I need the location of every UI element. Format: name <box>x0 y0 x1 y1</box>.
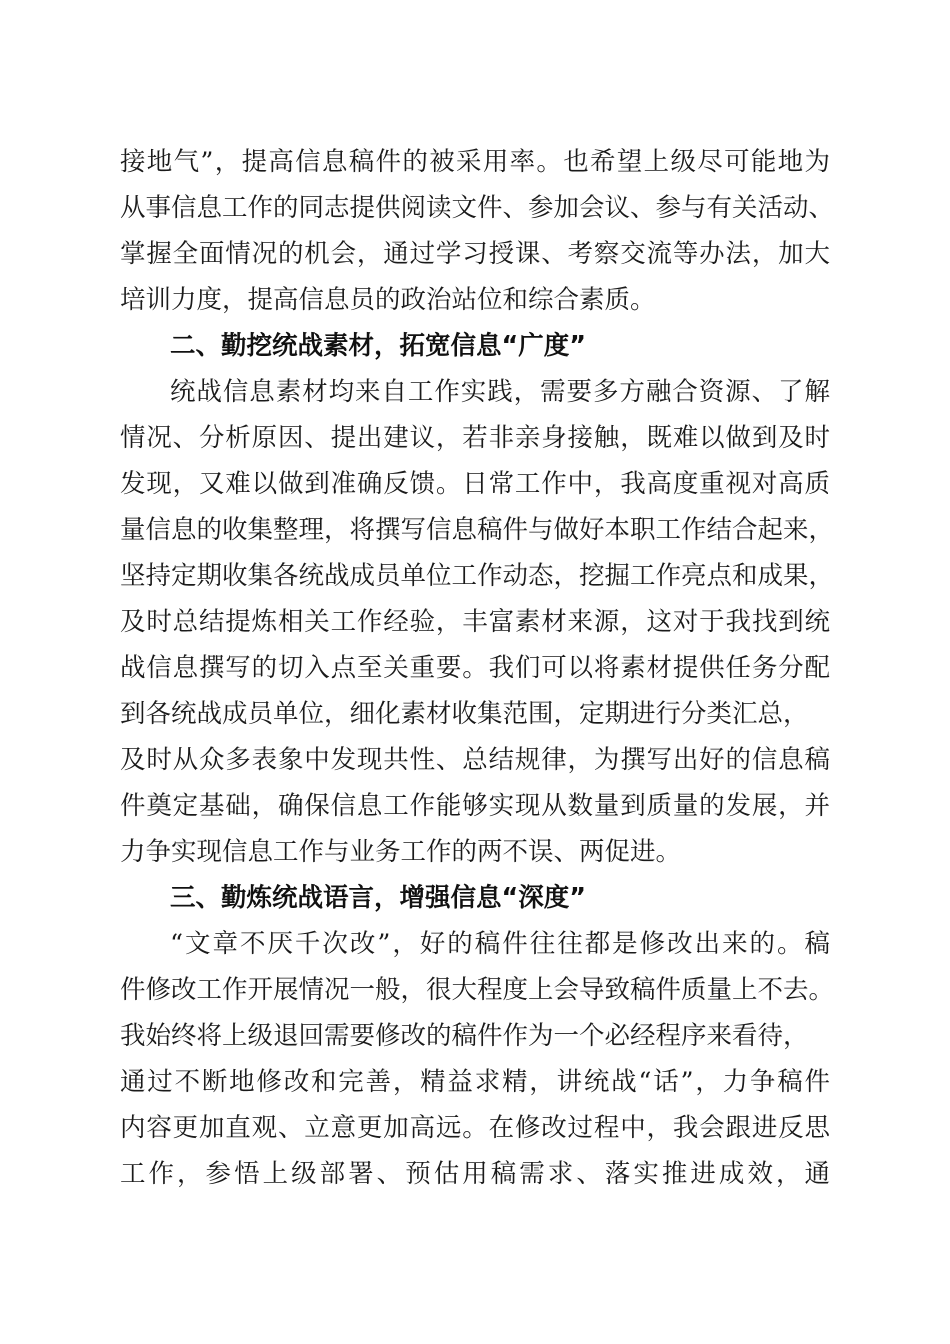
paragraph-line: 量信息的收集整理，将撰写信息稿件与做好本职工作结合起来， <box>120 515 835 545</box>
paragraph-line: 接地气”，提高信息稿件的被采用率。也希望上级尽可能地为 <box>120 147 830 177</box>
paragraph-line: 掌握全面情况的机会，通过学习授课、考察交流等办法，加大 <box>120 239 830 269</box>
paragraph-line: 到各统战成员单位，细化素材收集范围，定期进行分类汇总， <box>120 699 809 729</box>
paragraph-line: 情况、分析原因、提出建议，若非亲身接触，既难以做到及时 <box>120 423 830 453</box>
paragraph-line: 内容更加直观、立意更加高远。在修改过程中，我会跟进反思 <box>120 1113 830 1143</box>
paragraph-line: 工作，参悟上级部署、预估用稿需求、落实推进成效，通 <box>120 1159 830 1189</box>
paragraph-line: 发现，又难以做到准确反馈。日常工作中，我高度重视对高质 <box>120 469 830 499</box>
paragraph-line: 件修改工作开展情况一般，很大程度上会导致稿件质量上不去。 <box>120 975 835 1005</box>
paragraph-line: 战信息撰写的切入点至关重要。我们可以将素材提供任务分配 <box>120 653 830 683</box>
paragraph-line: 及时从众多表象中发现共性、总结规律，为撰写出好的信息稿 <box>120 745 830 775</box>
paragraph-line: “文章不厌千次改”，好的稿件往往都是修改出来的。稿 <box>170 929 830 959</box>
paragraph-line: 统战信息素材均来自工作实践，需要多方融合资源、了解 <box>170 377 830 407</box>
section-heading: 二、勤挖统战素材，拓宽信息“广度” <box>170 331 587 361</box>
section-heading: 三、勤炼统战语言，增强信息“深度” <box>170 883 587 913</box>
paragraph-line: 我始终将上级退回需要修改的稿件作为一个必经程序来看待， <box>120 1021 809 1051</box>
paragraph-line: 坚持定期收集各统战成员单位工作动态，挖掘工作亮点和成果， <box>120 561 835 591</box>
paragraph-line: 件奠定基础，确保信息工作能够实现从数量到质量的发展，并 <box>120 791 830 821</box>
paragraph-line: 力争实现信息工作与业务工作的两不误、两促进。 <box>120 837 682 867</box>
paragraph-line: 培训力度，提高信息员的政治站位和综合素质。 <box>120 285 656 315</box>
paragraph-line: 及时总结提炼相关工作经验，丰富素材来源，这对于我找到统 <box>120 607 830 637</box>
paragraph-line: 从事信息工作的同志提供阅读文件、参加会议、参与有关活动、 <box>120 193 835 223</box>
paragraph-line: 通过不断地修改和完善，精益求精，讲统战“话”，力争稿件 <box>120 1067 830 1097</box>
